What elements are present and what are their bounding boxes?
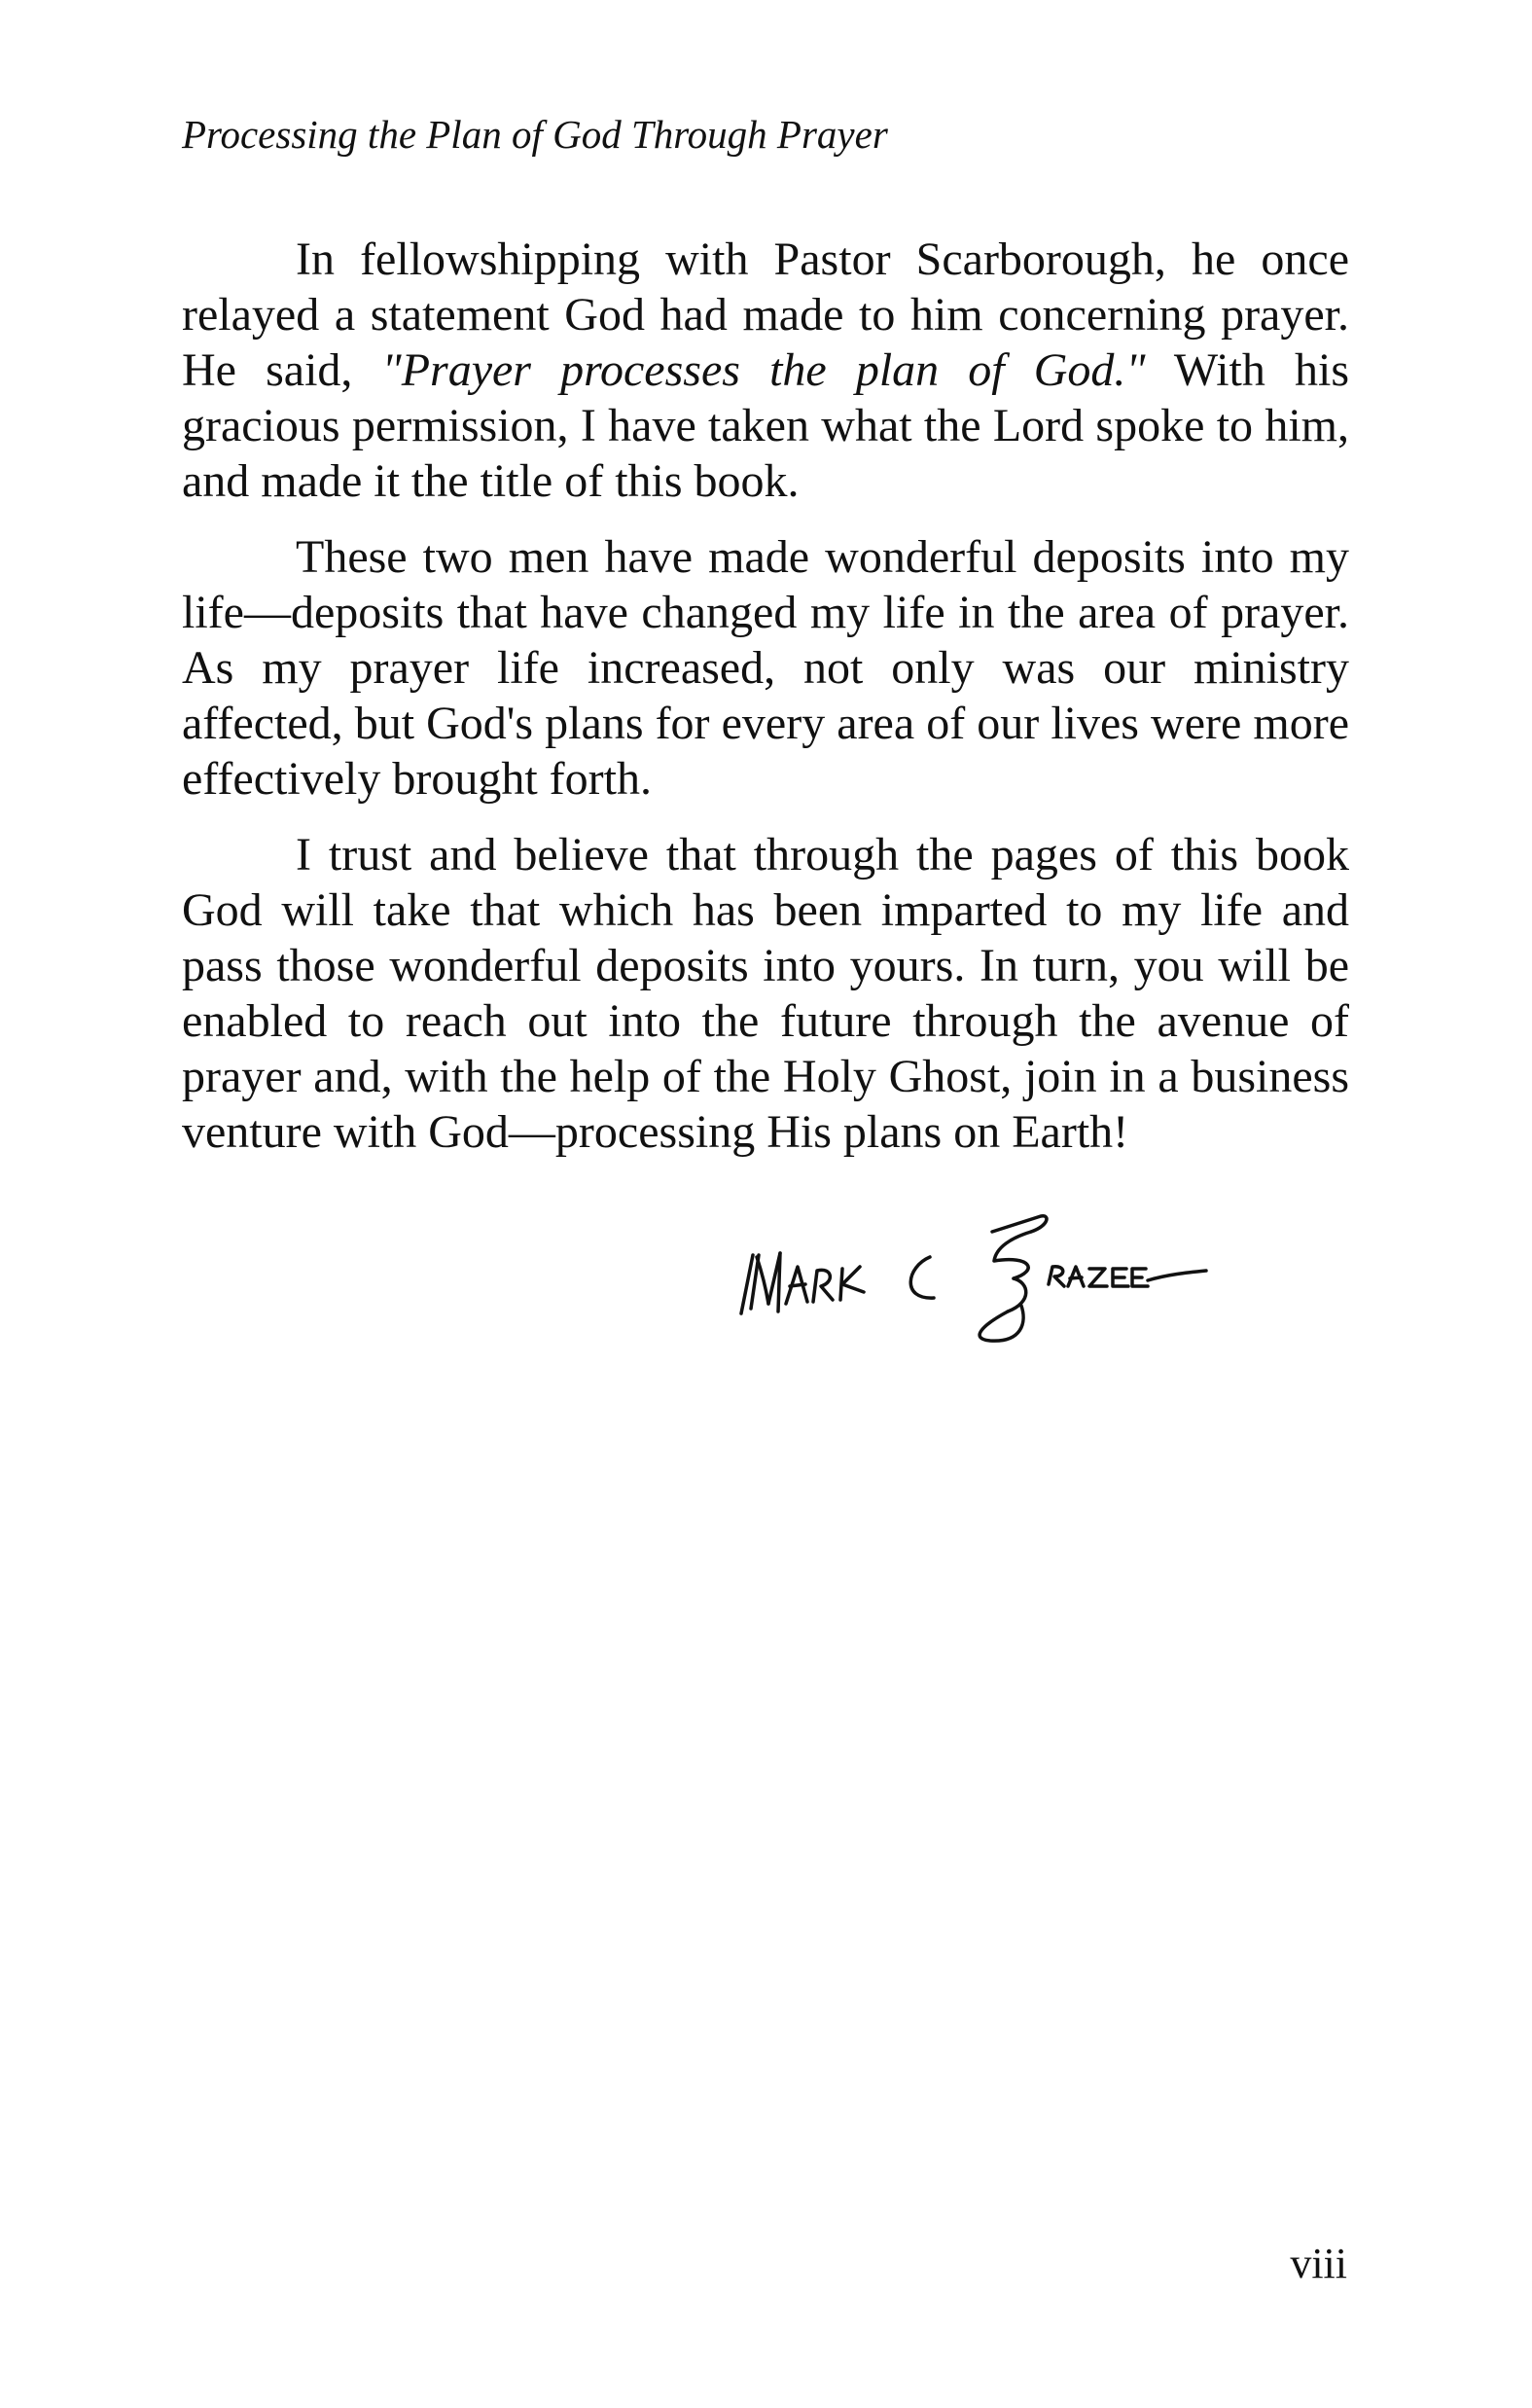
paragraph-1 <box>182 232 1349 509</box>
signature <box>739 1177 1323 1382</box>
quote-text: "Prayer processes the plan of God." <box>381 344 1146 396</box>
paragraph-1-text-end: With his gracious permission, I have taken what the Lord spoke to him, and made it the title of this book. <box>182 344 1350 507</box>
running-header: Processing the Plan of God Through Prayer <box>182 112 888 157</box>
page-number: viii <box>1290 2240 1347 2287</box>
paragraph-2: These two men have made wonderful deposits into my life—deposits that have changed my life in the area of prayer. As my prayer life increased, not only was our ministry affected, but God's plans for every area of our lives were more effectively brought forth. <box>182 531 1349 805</box>
body-text <box>182 232 1349 1180</box>
paragraph-1-text-start: In fellowshipping with Pastor Scarborough, he once relayed a statement God had made to him concerning prayer. He said, <box>182 234 1349 396</box>
paragraph-3: I trust and believe that through the pages of this book God will take that which has been imparted to my life and pass those wonderful deposits into yours. In turn, you will be enabled to reach out into the future through the avenue of prayer and, with the help of the Holy Ghost, join in a business venture with God—processing His plans on Earth! <box>182 829 1349 1158</box>
